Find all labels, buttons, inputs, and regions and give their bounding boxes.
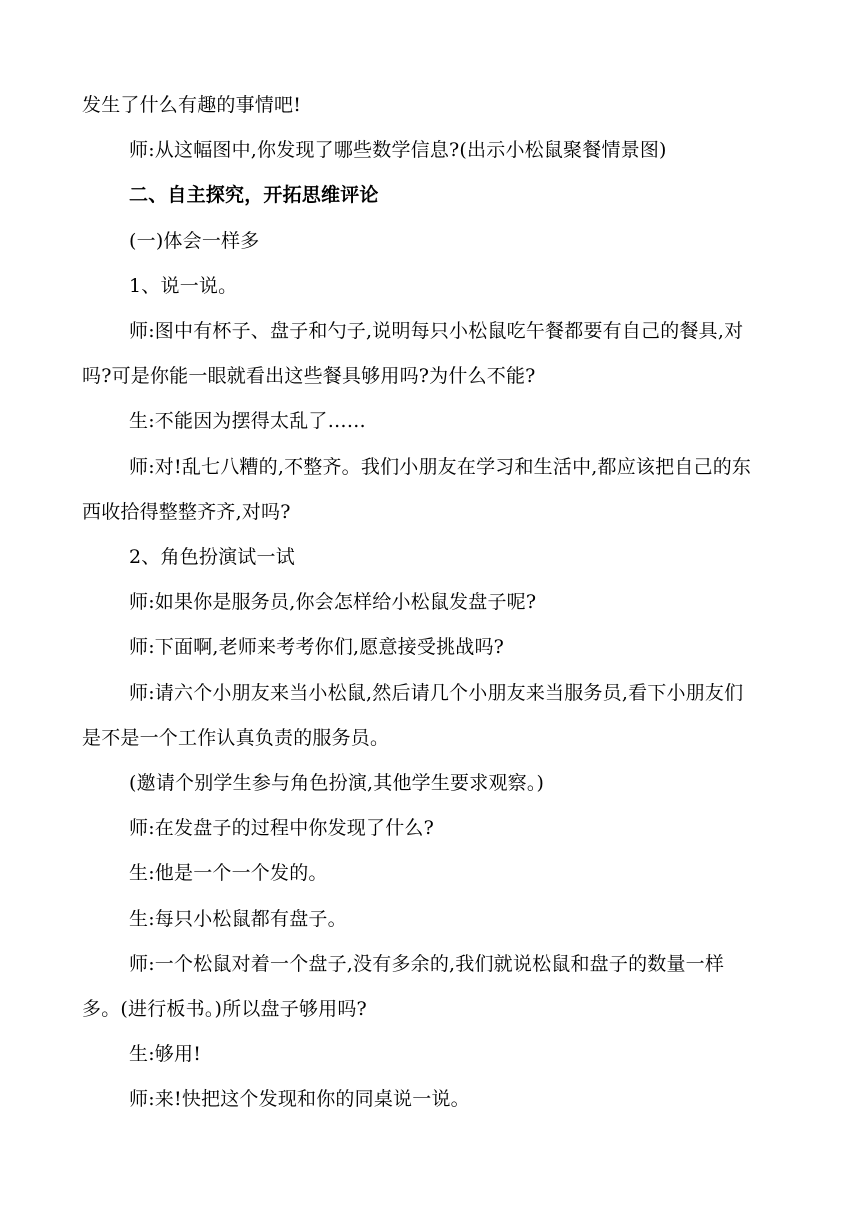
- text-line: 生:不能因为摆得太乱了……: [129, 410, 367, 432]
- text-line: 师:请六个小朋友来当小松鼠,然后请几个小朋友来当服务员,看下小朋友们: [129, 682, 744, 704]
- text-line: 是不是一个工作认真负责的服务员。: [82, 727, 390, 749]
- text-line: (邀请个别学生参与角色扮演,其他学生要求观察。): [129, 772, 545, 794]
- section-heading: 二、自主探究，开拓思维评论: [129, 184, 379, 206]
- text-line: 吗?可是你能一眼就看出这些餐具够用吗?为什么不能?: [82, 365, 536, 387]
- text-line: 生:每只小松鼠都有盘子。: [129, 908, 347, 930]
- text-line: 西收拾得整整齐齐,对吗?: [82, 501, 291, 523]
- subsection-heading: (一)体会一样多: [129, 230, 260, 252]
- step-heading: 1、说一说。: [129, 275, 238, 297]
- text-line: 师:从这幅图中,你发现了哪些数学信息?(出示小松鼠聚餐情景图): [129, 139, 667, 161]
- text-line: 生:他是一个一个发的。: [129, 862, 328, 884]
- text-line: 师:图中有杯子、盘子和勺子,说明每只小松鼠吃午餐都要有自己的餐具,对: [129, 320, 744, 342]
- text-line: 师:来!快把这个发现和你的同桌说一说。: [129, 1088, 470, 1110]
- text-line: 师:下面啊,老师来考考你们,愿意接受挑战吗?: [129, 636, 505, 658]
- text-line: 师:对!乱七八糟的,不整齐。我们小朋友在学习和生活中,都应该把自己的东: [129, 456, 752, 478]
- text-line: 发生了什么有趣的事情吧!: [82, 94, 302, 116]
- text-line: 师:如果你是服务员,你会怎样给小松鼠发盘子呢?: [129, 591, 537, 613]
- text-line: 师:一个松鼠对着一个盘子,没有多余的,我们就说松鼠和盘子的数量一样: [129, 953, 725, 975]
- text-line: 师:在发盘子的过程中你发现了什么?: [129, 817, 434, 839]
- text-line: 生:够用!: [129, 1043, 202, 1065]
- text-line: 多。(进行板书。)所以盘子够用吗?: [82, 998, 367, 1020]
- step-heading: 2、角色扮演试一试: [129, 546, 295, 568]
